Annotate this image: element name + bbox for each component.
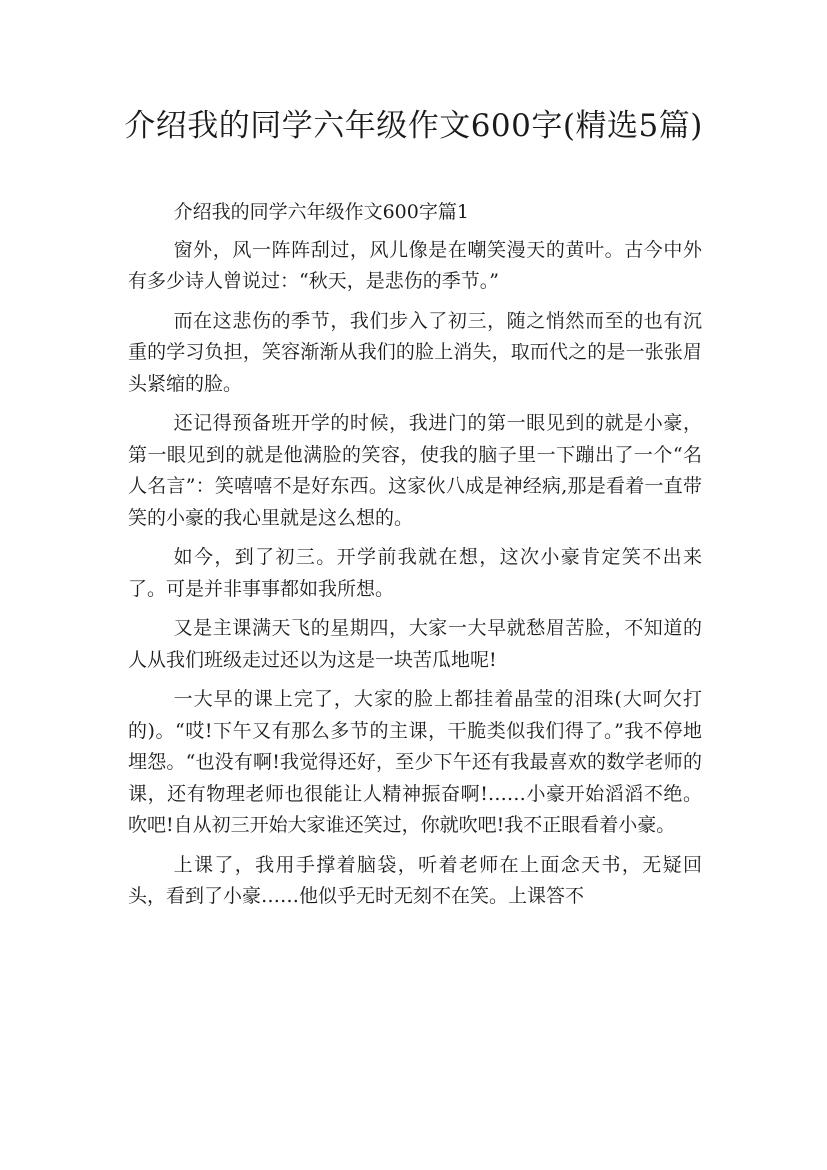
paragraph: 一大早的课上完了，大家的脸上都挂着晶莹的泪珠(大呵欠打的)。“哎!下午又有那么多节的主课，干脆类似我们得了。”我不停地埋怨。“也没有啊!我觉得还好，至少下午还有我最喜欢的数学老师的课，还有物理老师也很能让人精神振奋啊!……小豪开始滔滔不绝。吹吧!自从初三开始大家谁还笑过，你就吹吧!我不正眼看着小豪。 <box>128 688 702 836</box>
paragraph: 窗外，风一阵阵刮过，风儿像是在嘲笑漫天的黄叶。古今中外有多少诗人曾说过：“秋天，是悲伤的季节。” <box>128 238 702 292</box>
paragraph: 又是主课满天飞的星期四，大家一大早就愁眉苦脸，不知道的人从我们班级走过还以为这是一块苦瓜地呢! <box>128 617 702 671</box>
paragraph: 而在这悲伤的季节，我们步入了初三，随之悄然而至的也有沉重的学习负担，笑容渐渐从我们的脸上消失，取而代之的是一张张眉头紧缩的脸。 <box>128 309 702 395</box>
paragraph: 上课了，我用手撑着脑袋，听着老师在上面念天书，无疑回头，看到了小豪……他似乎无时无刻不在笑。上课答不 <box>128 853 702 907</box>
document-title: 介绍我的同学六年级作文600字(精选5篇) <box>124 108 703 144</box>
paragraph: 如今，到了初三。开学前我就在想，这次小豪肯定笑不出来了。可是并非事事都如我所想。 <box>128 546 702 600</box>
document-body <box>128 197 702 921</box>
paragraph: 还记得预备班开学的时候，我进门的第一眼见到的就是小豪，第一眼见到的就是他满脸的笑容，使我的脑子里一下蹦出了一个“名人名言”：笑嘻嘻不是好东西。这家伙八成是神经病,那是看着一直带笑的小豪的我心里就是这么想的。 <box>128 412 702 529</box>
section-heading: 介绍我的同学六年级作文600字篇1 <box>173 201 469 223</box>
